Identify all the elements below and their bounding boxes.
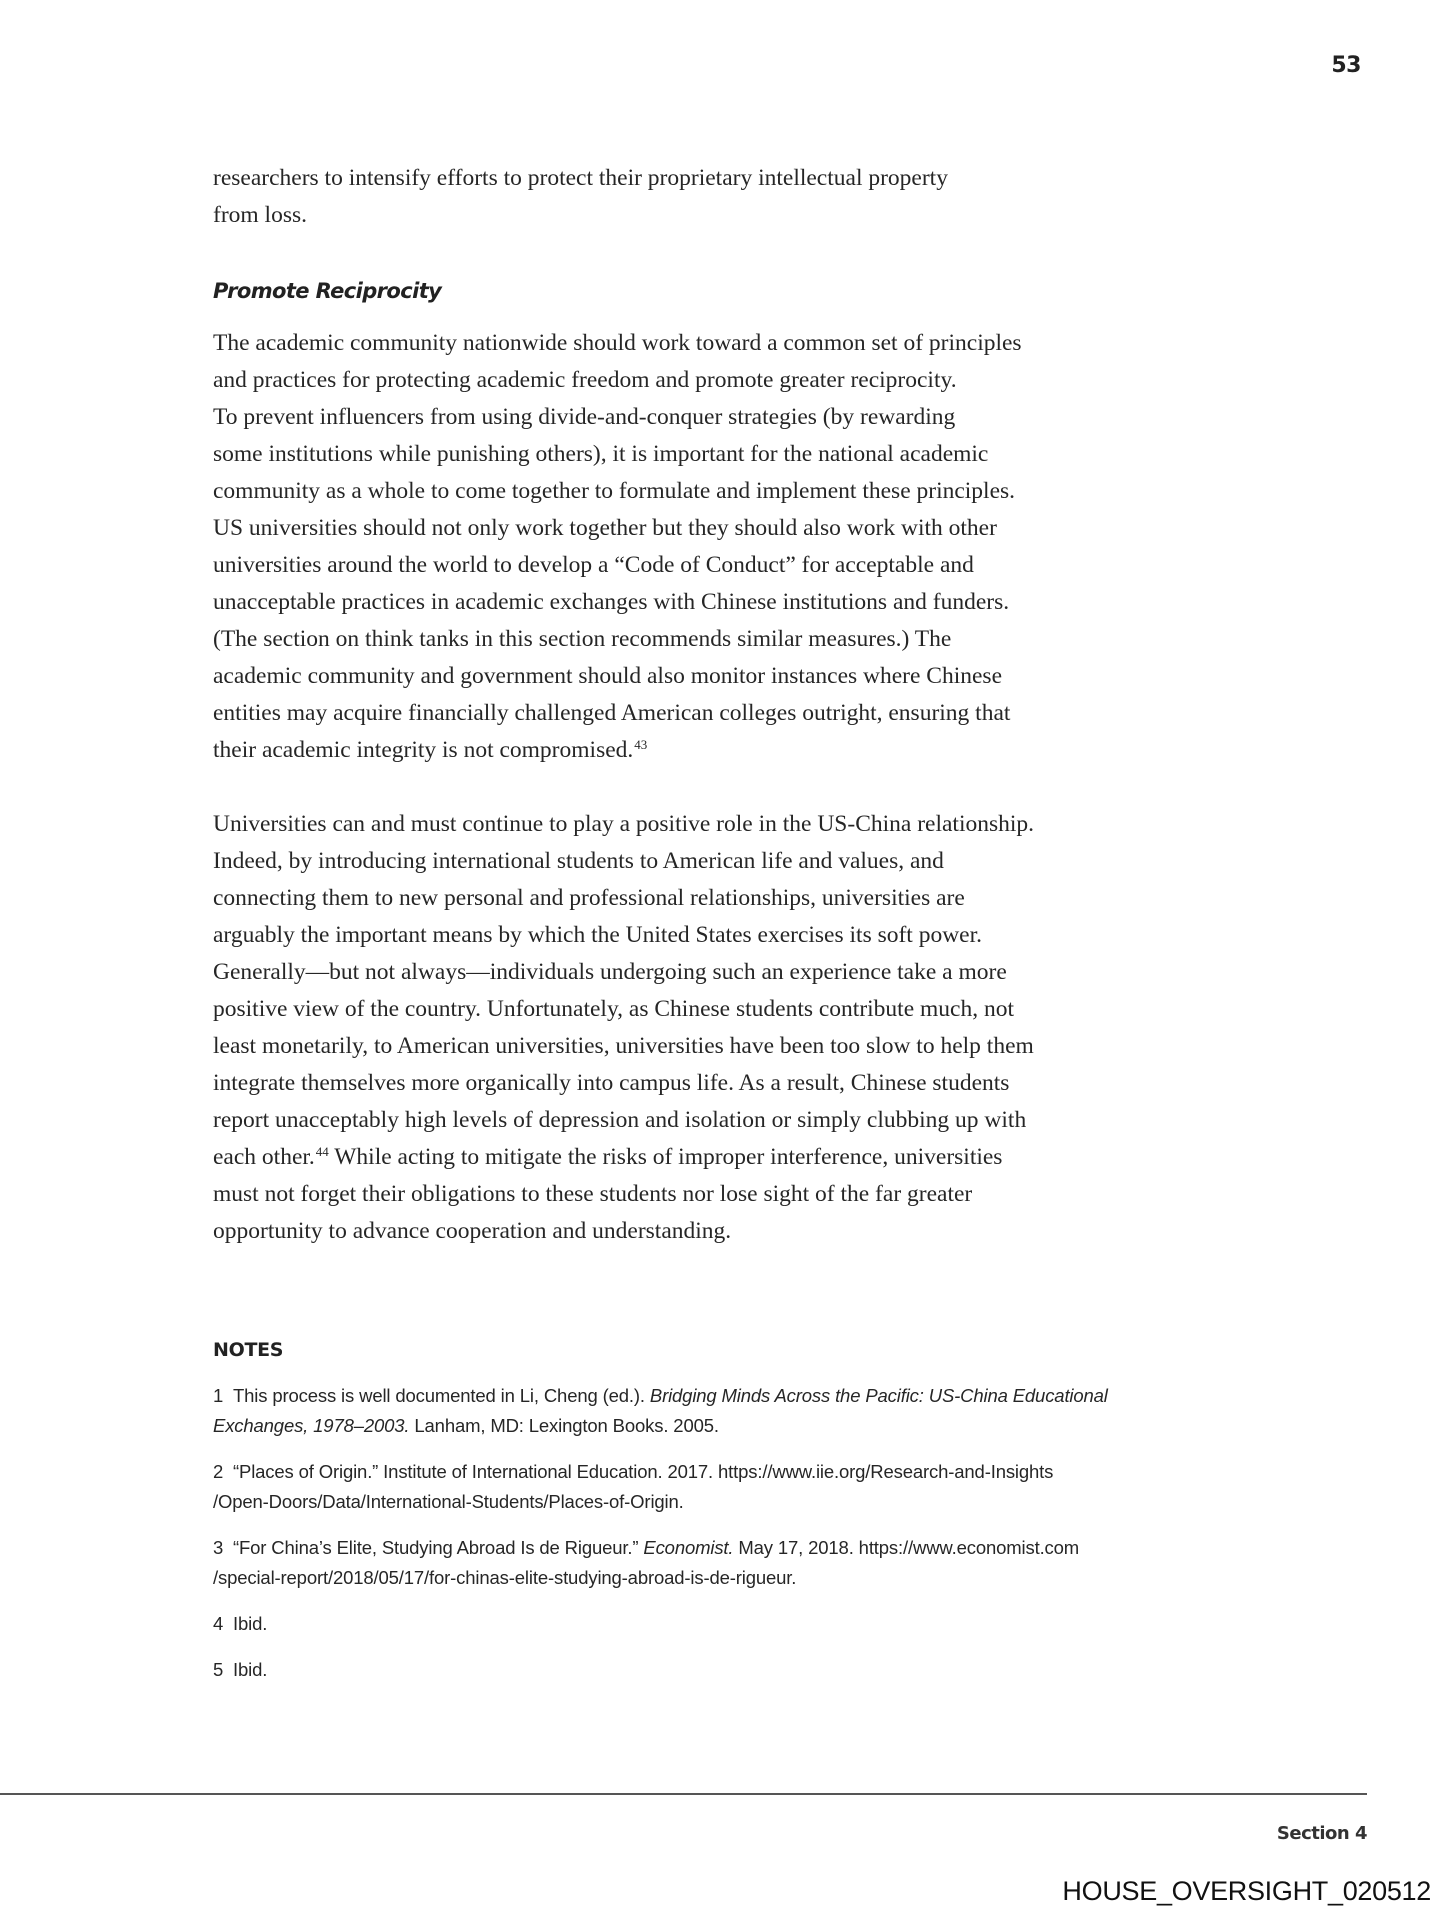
text-line: connecting them to new personal and professional relationships, universities are bbox=[213, 885, 965, 911]
text-line: opportunity to advance cooperation and understanding. bbox=[213, 1218, 732, 1244]
note-line bbox=[213, 1655, 267, 1685]
note-text-link[interactable]: /Open-Doors/Data/International-Students/Places-of-Origin. bbox=[213, 1491, 684, 1512]
note-number: 3 bbox=[213, 1537, 224, 1558]
text-line: positive view of the country. Unfortunately, as Chinese students contribute much, not bbox=[213, 996, 1015, 1022]
text-line: Universities can and must continue to play a positive role in the US-China relationship. bbox=[213, 811, 1035, 837]
text-line: must not forget their obligations to these students nor lose sight of the far greater bbox=[213, 1181, 973, 1207]
note-line bbox=[213, 1381, 1108, 1411]
note-line bbox=[213, 1563, 796, 1593]
note-number: 2 bbox=[213, 1461, 224, 1482]
text-line: some institutions while punishing others), it is important for the national academic bbox=[213, 441, 989, 467]
text-line: researchers to intensify efforts to protect their proprietary intellectual property bbox=[213, 165, 948, 191]
text-line: from loss. bbox=[213, 202, 307, 228]
note-text: “For China’s Elite, Studying Abroad Is de Rigueur.” bbox=[233, 1537, 644, 1558]
note-text: Ibid. bbox=[233, 1659, 268, 1680]
text-line: universities around the world to develop a “Code of Conduct” for acceptable and bbox=[213, 552, 974, 578]
text-line: academic community and government should also monitor instances where Chinese bbox=[213, 663, 1003, 689]
text-line: integrate themselves more organically into campus life. As a result, Chinese students bbox=[213, 1070, 1010, 1096]
note-text-link[interactable]: May 17, 2018. https://www.economist.com bbox=[733, 1537, 1080, 1558]
section-subheading: Promote Reciprocity bbox=[213, 279, 442, 303]
note-book-title: Exchanges, 1978–2003. bbox=[213, 1415, 410, 1436]
note-text-link[interactable]: “Places of Origin.” Institute of International Education. 2017. https://www.iie.org/Research-and-Insights bbox=[233, 1461, 1054, 1482]
text-line-content: their academic integrity is not compromised. bbox=[213, 737, 634, 763]
notes-heading: NOTES bbox=[213, 1339, 284, 1361]
text-line-content: each other. bbox=[213, 1144, 315, 1170]
text-line: Generally—but not always—individuals undergoing such an experience take a more bbox=[213, 959, 1007, 985]
text-line: arguably the important means by which the United States exercises its soft power. bbox=[213, 922, 983, 948]
text-line bbox=[213, 732, 647, 769]
text-line: and practices for protecting academic freedom and promote greater reciprocity. bbox=[213, 367, 957, 393]
text-line: Indeed, by introducing international students to American life and values, and bbox=[213, 848, 944, 874]
note-line bbox=[213, 1609, 267, 1639]
text-line: least monetarily, to American universities, universities have been too slow to help them bbox=[213, 1033, 1034, 1059]
note-number: 4 bbox=[213, 1613, 224, 1634]
footnote-ref-43[interactable]: 43 bbox=[634, 737, 648, 752]
note-publication: Economist. bbox=[643, 1537, 734, 1558]
note-text: Ibid. bbox=[233, 1613, 268, 1634]
text-line: To prevent influencers from using divide-and-conquer strategies (by rewarding bbox=[213, 404, 956, 430]
page-number: 53 bbox=[1331, 53, 1361, 78]
text-line: report unacceptably high levels of depression and isolation or simply clubbing up with bbox=[213, 1107, 1027, 1133]
note-text: This process is well documented in Li, Cheng (ed.). bbox=[233, 1385, 650, 1406]
note-line bbox=[213, 1411, 719, 1441]
note-line bbox=[213, 1487, 684, 1517]
text-line: unacceptable practices in academic exchanges with Chinese institutions and funders. bbox=[213, 589, 1010, 615]
text-line: The academic community nationwide should work toward a common set of principles bbox=[213, 330, 1022, 356]
text-line: community as a whole to come together to formulate and implement these principles. bbox=[213, 478, 1016, 504]
note-text: Lanham, MD: Lexington Books. 2005. bbox=[409, 1415, 719, 1436]
note-line bbox=[213, 1457, 1053, 1487]
text-line: entities may acquire financially challenged American colleges outright, ensuring that bbox=[213, 700, 1011, 726]
note-line bbox=[213, 1533, 1079, 1563]
note-number: 5 bbox=[213, 1659, 224, 1680]
note-number: 1 bbox=[213, 1385, 224, 1406]
footer-divider bbox=[0, 1793, 1367, 1795]
text-line: US universities should not only work together but they should also work with other bbox=[213, 515, 997, 541]
note-book-title: Bridging Minds Across the Pacific: US-China Educational bbox=[649, 1385, 1108, 1406]
section-label: Section 4 bbox=[1276, 1823, 1367, 1844]
text-line: (The section on think tanks in this section recommends similar measures.) The bbox=[213, 626, 952, 652]
bates-stamp: HOUSE_OVERSIGHT_020512 bbox=[1062, 1876, 1431, 1906]
text-line bbox=[213, 1139, 1002, 1176]
text-line-content: While acting to mitigate the risks of improper interference, universities bbox=[328, 1144, 1003, 1170]
footnote-ref-44[interactable]: 44 bbox=[315, 1144, 329, 1159]
note-text-link[interactable]: /special-report/2018/05/17/for-chinas-elite-studying-abroad-is-de-rigueur. bbox=[213, 1567, 797, 1588]
